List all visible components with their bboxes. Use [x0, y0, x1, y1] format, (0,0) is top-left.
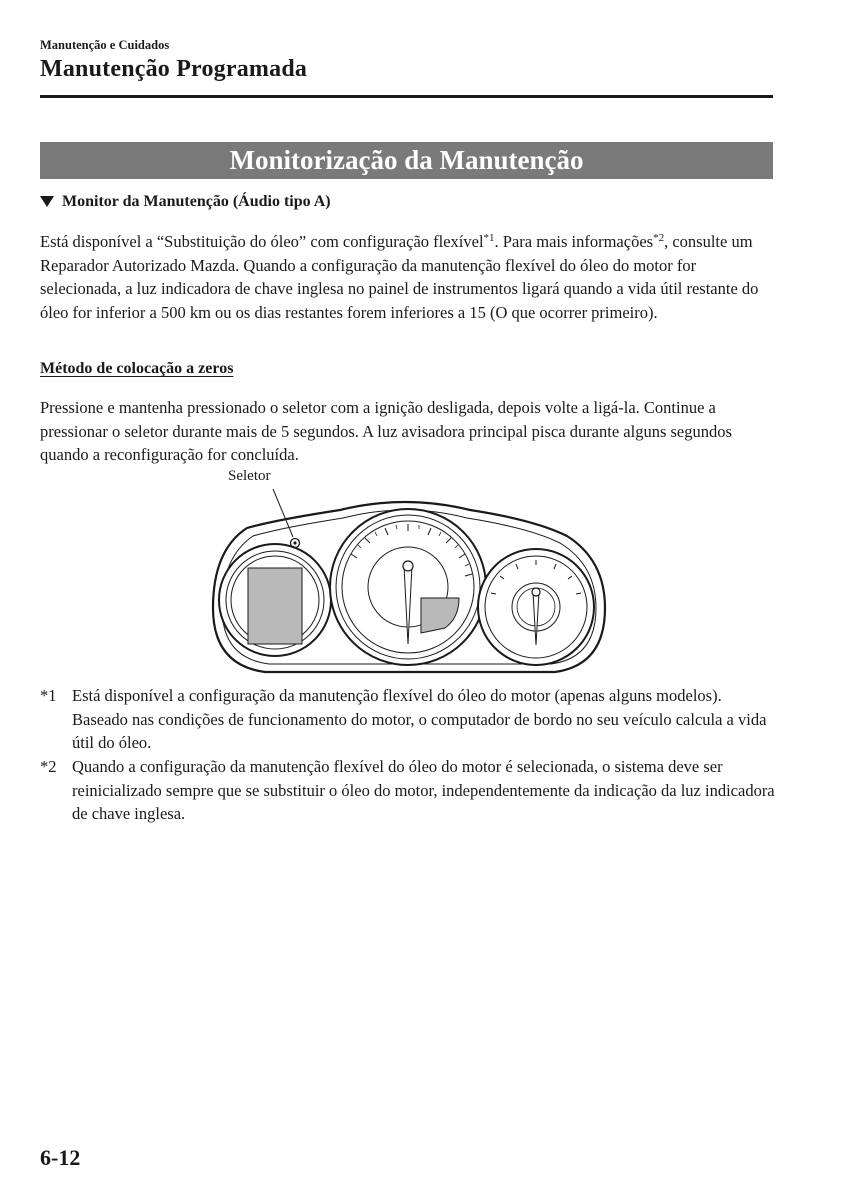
subheading-text: Monitor da Manutenção (Áudio tipo A) [62, 193, 331, 210]
method-heading: Método de colocação a zeros [40, 360, 234, 377]
triangle-down-icon [40, 196, 54, 207]
selector-label: Seletor [228, 468, 271, 484]
footnote-1 [40, 684, 780, 755]
intro-paragraph [40, 230, 780, 324]
page-title: Manutenção Programada [40, 56, 308, 82]
footnote-2 [40, 755, 780, 826]
section-banner: Monitorização da Manutenção [40, 142, 773, 179]
method-paragraph: Pressione e mantenha pressionado o seletor com a ignição desligada, depois volte a ligá-la. Continue a pressionar o seletor durante mais de 5 segundos. A luz avisadora principal pisca durante alguns segundos quando a reconfiguração for concluída. [40, 398, 732, 464]
footnote-mark-2: *2 [40, 757, 57, 776]
instrument-cluster-illustration [205, 480, 615, 685]
intro-text-3: , consulte um Reparador Autorizado Mazda. Quando a configuração da manutenção flexível do óleo do motor for selecionada, a luz indicadora de chave inglesa no painel de instrumentos ligará quando a vida útil restante do óleo for inferior a 500 km ou os dias restantes forem inferiores a 15 (O que ocorrer primeiro). [40, 232, 759, 322]
breadcrumb: Manutenção e Cuidados [40, 38, 170, 52]
footnote-ref-2: *2 [653, 232, 665, 244]
display-panel [248, 568, 302, 644]
footnote-text-2: Quando a configuração da manutenção flexível do óleo do motor é selecionada, o sistema deve ser reinicializado sempre que se substituir o óleo do motor, independentemente da indicação da luz indicadora de chave inglesa. [72, 757, 775, 823]
page-number: 6-12 [40, 1145, 81, 1170]
footnote-mark-1: *1 [40, 686, 57, 705]
intro-text-2: . Para mais informações [494, 232, 654, 251]
subheading [40, 193, 331, 211]
intro-text-1: Está disponível a “Substituição do óleo” com configuração flexível [40, 232, 484, 251]
title-divider [40, 95, 773, 98]
footnote-text-1: Está disponível a configuração da manutenção flexível do óleo do motor (apenas alguns modelos). Baseado nas condições de funcionamento do motor, o computador de bordo no seu veículo calcula a vida útil do óleo. [72, 686, 767, 752]
footnote-ref-1: *1 [483, 232, 495, 244]
